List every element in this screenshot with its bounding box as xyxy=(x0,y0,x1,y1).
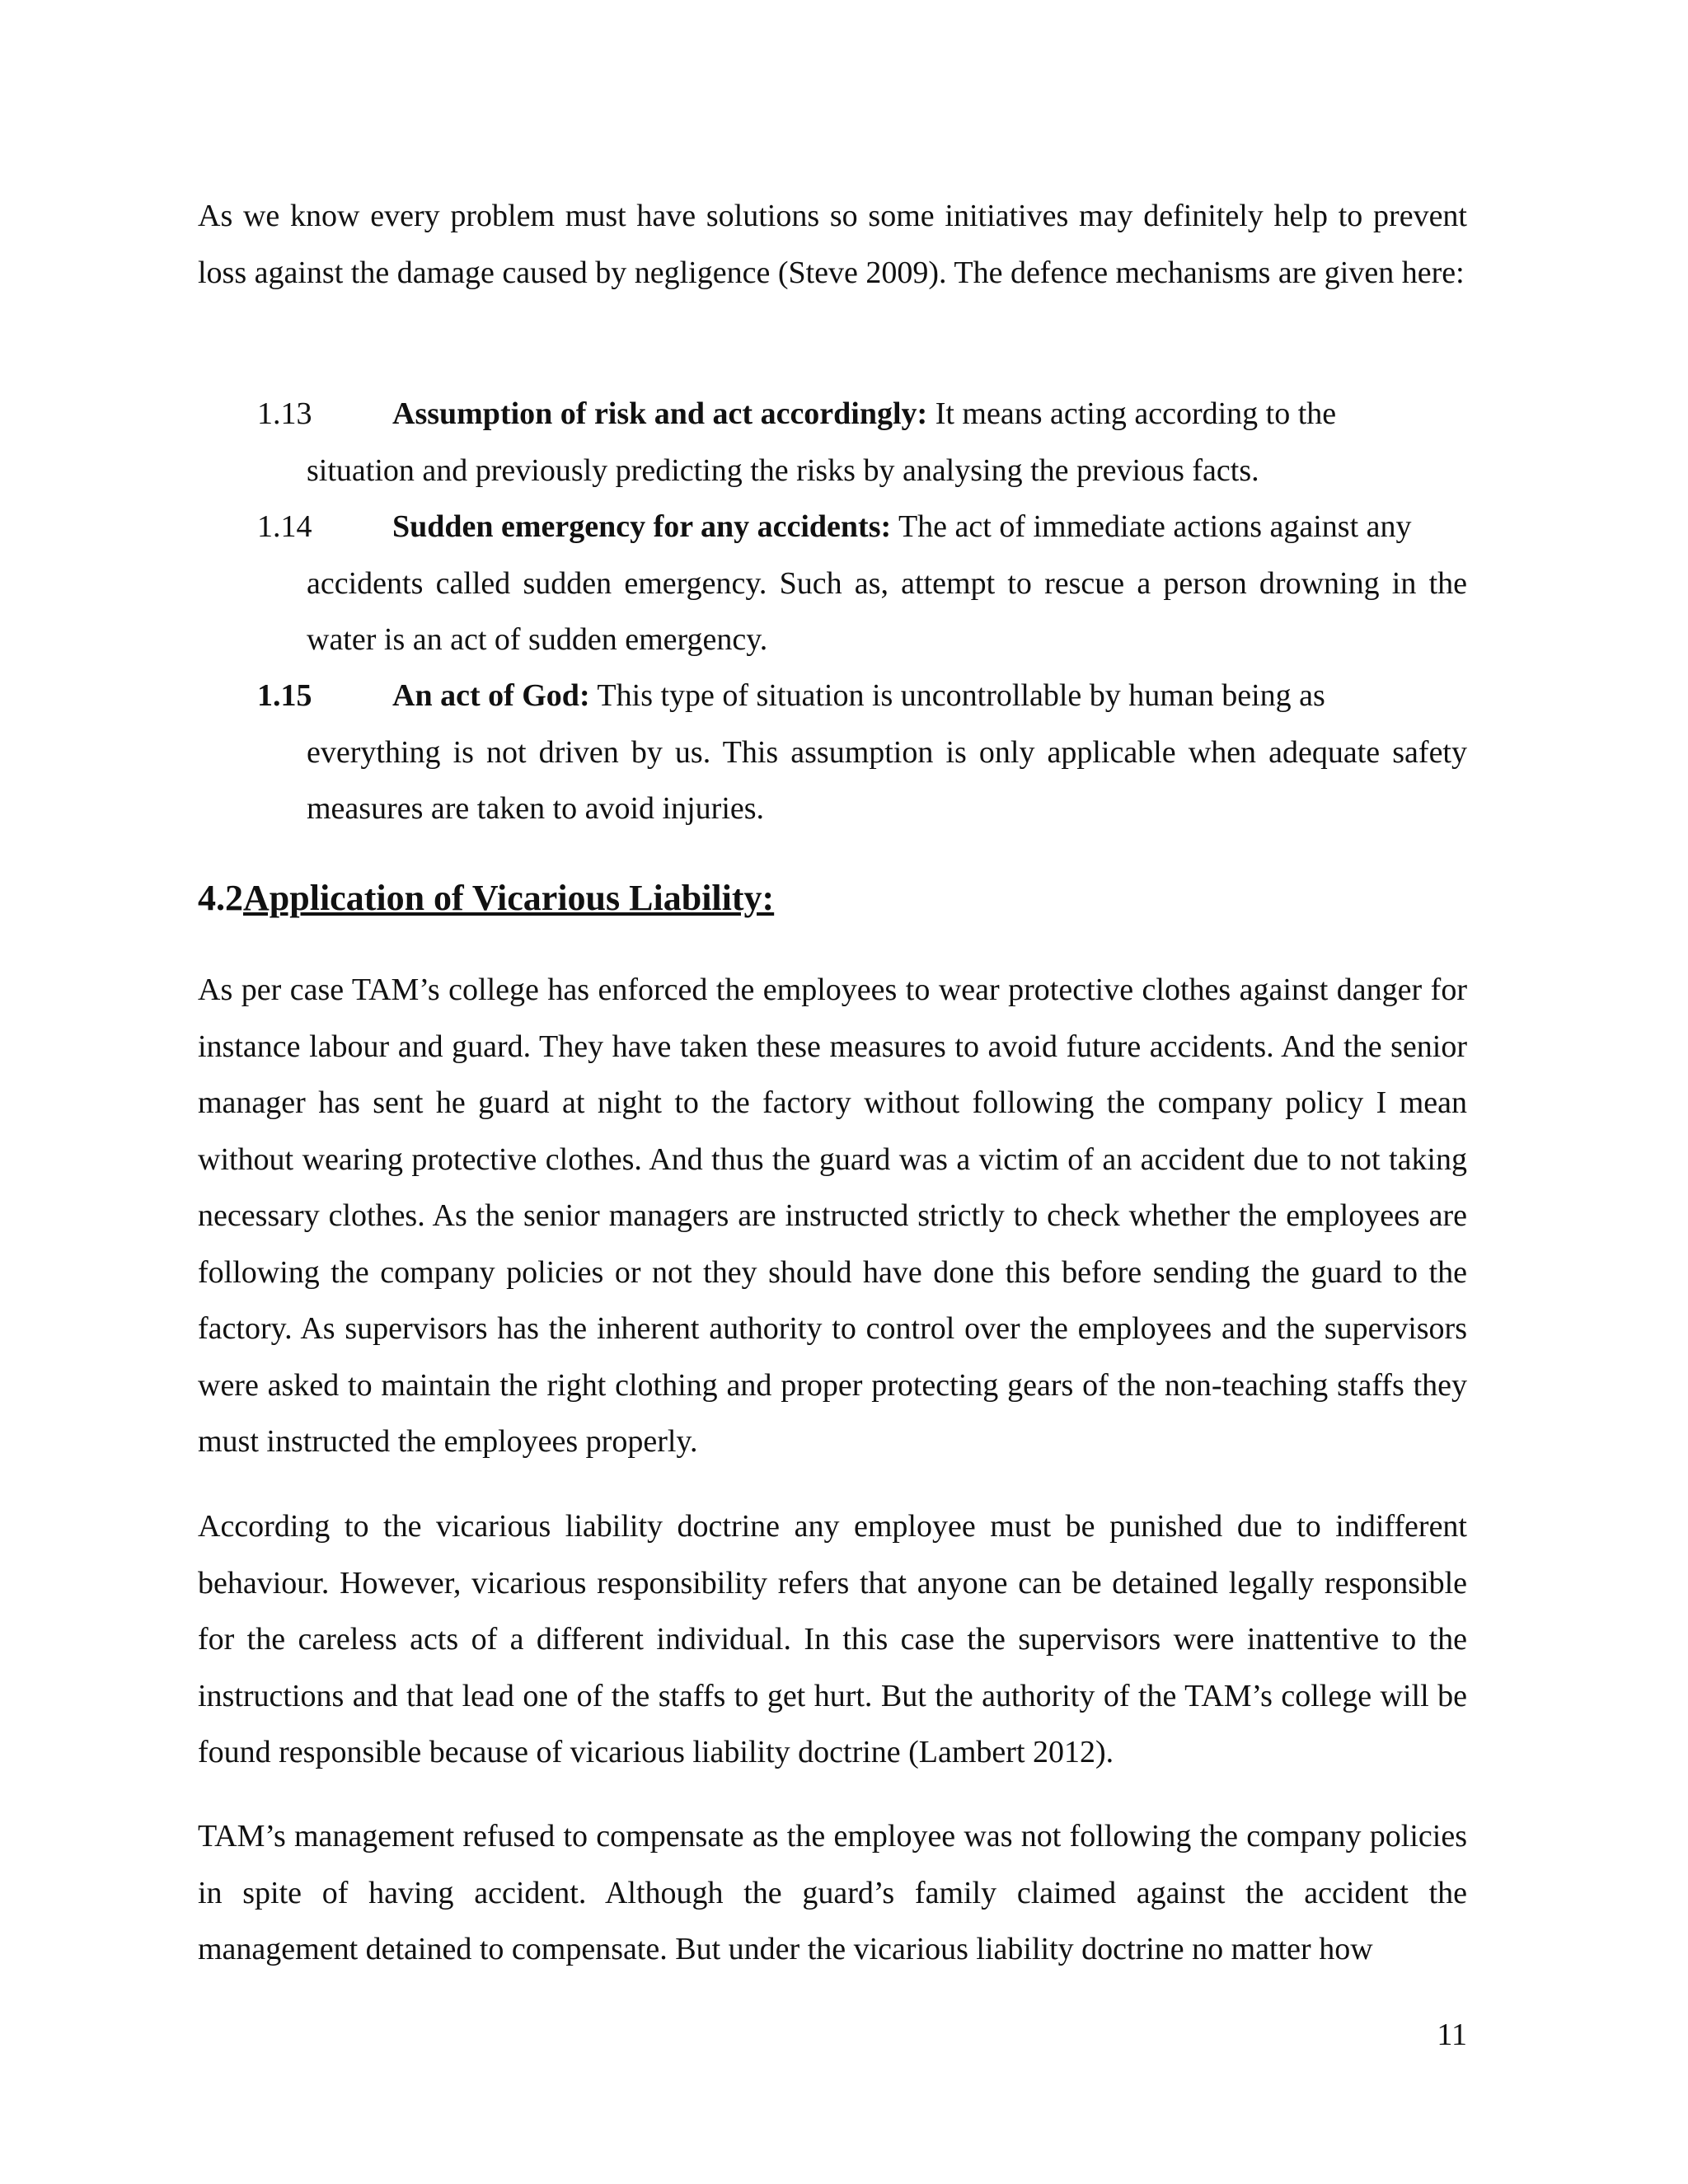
defence-title: Assumption of risk and act accordingly: xyxy=(392,396,928,431)
defence-text: The act of immediate actions against any xyxy=(891,509,1412,544)
page-number: 11 xyxy=(1437,2018,1467,2052)
defence-number: 1.14 xyxy=(257,509,312,544)
defence-number: 1.15 xyxy=(257,678,312,713)
defence-title: An act of God: xyxy=(392,678,590,713)
defence-number: 1.13 xyxy=(257,396,312,431)
defence-item-1-13 xyxy=(257,386,1467,499)
defence-item-1-14 xyxy=(257,499,1467,668)
defence-text: It means acting according to the xyxy=(927,396,1337,431)
defence-item-1-15 xyxy=(257,668,1467,837)
defence-continuation: accidents called sudden emergency. Such as, attempt to rescue a person drowning in the water is an act of sudden emergency. xyxy=(307,565,1467,657)
defence-title: Sudden emergency for any accidents: xyxy=(392,509,892,544)
defence-continuation: everything is not driven by us. This assumption is only applicable when adequate safety measures are taken to avoid injuries. xyxy=(307,734,1467,826)
defence-continuation: situation and previously predicting the risks by analysing the previous facts. xyxy=(307,452,1259,488)
body-paragraph: TAM’s management refused to compensate as the employee was not following the company policies in spite of having accident. Although the guard’s family claimed against the accident the management detained to compensate. But under the vicarious liability doctrine no matter how xyxy=(198,1819,1467,1966)
section-heading xyxy=(198,874,774,923)
section-title: Application of Vicarious Liability: xyxy=(243,878,775,918)
intro-paragraph: As we know every problem must have solutions so some initiatives may definitely help to prevent loss against the damage caused by negligence (Steve 2009). The defence mechanisms are given here: xyxy=(198,199,1467,290)
section-number: 4.2 xyxy=(198,878,243,918)
body-paragraph: According to the vicarious liability doctrine any employee must be punished due to indifferent behaviour. However, vicarious responsibility refers that anyone can be detained legally responsible for the careless acts of a different individual. In this case the supervisors were inattentive to the instructions and that lead one of the staffs to get hurt. But the authority of the TAM’s college will be found responsible because of vicarious liability doctrine (Lambert 2012). xyxy=(198,1509,1467,1769)
body-paragraph: As per case TAM’s college has enforced the employees to wear protective clothes against danger for instance labour and guard. They have taken these measures to avoid future accidents. And the senior manager has sent he guard at night to the factory without following the company policy I mean without wearing protective clothes. And thus the guard was a victim of an accident due to not taking necessary clothes. As the senior managers are instructed strictly to check whether the employees are following the company policies or not they should have done this before sending the guard to the factory. As supervisors has the inherent authority to control over the employees and the supervisors were asked to maintain the right clothing and proper protecting gears of the non-teaching staffs they must instructed the employees properly. xyxy=(198,972,1467,1459)
defence-text: This type of situation is uncontrollable by human being as xyxy=(589,678,1325,713)
